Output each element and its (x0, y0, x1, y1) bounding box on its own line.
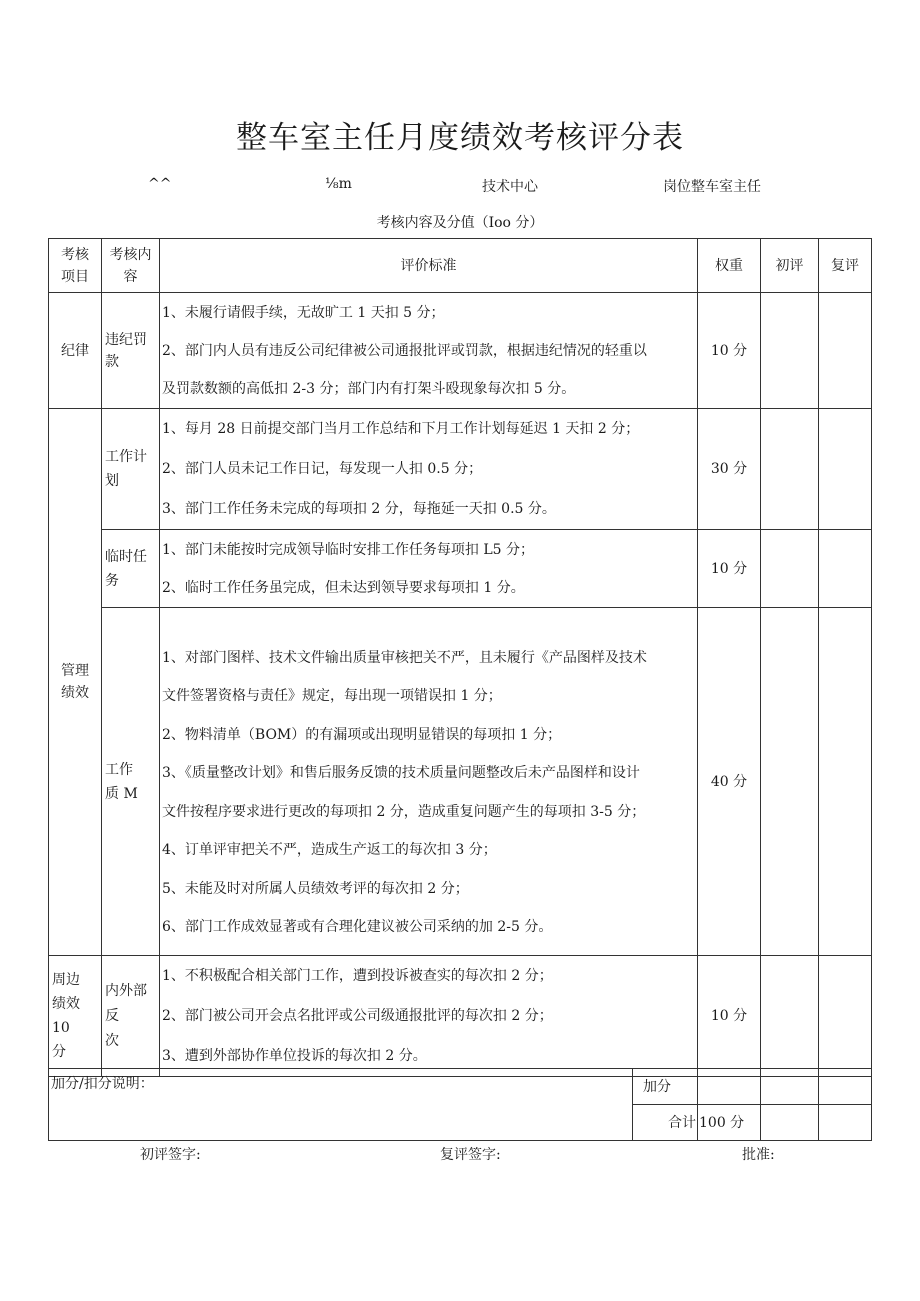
header-row (49, 239, 872, 293)
weight-work-plan: 30 分 (698, 409, 761, 530)
col-content: 考核内 容 (102, 239, 160, 293)
score-review-input[interactable] (819, 608, 872, 956)
table-row (49, 293, 872, 409)
col-weight: 权重 (698, 239, 761, 293)
item-management: 管理 绩效 (49, 409, 102, 956)
content-temp-task: 临时任 务 (102, 530, 160, 608)
bonus-initial-input[interactable] (761, 1069, 819, 1105)
department: 技术中心 (482, 179, 538, 195)
score-review-input[interactable] (819, 530, 872, 608)
col-initial: 初评 (761, 239, 819, 293)
table-row (49, 956, 872, 1077)
table-row (49, 409, 872, 530)
initial-signature: 初评签字: (140, 1147, 201, 1163)
col-criteria: 评价标准 (160, 239, 698, 293)
table-row (49, 530, 872, 608)
weight-temp-task: 10 分 (698, 530, 761, 608)
total-value: 100 分 (698, 1105, 761, 1141)
header-left-mark: ^^ (148, 176, 172, 192)
review-signature: 复评签字: (440, 1147, 501, 1163)
score-review-input[interactable] (819, 293, 872, 409)
score-initial-input[interactable] (761, 608, 819, 956)
page-title: 整车室主任月度绩效考核评分表 (236, 120, 684, 156)
total-review-input[interactable] (819, 1105, 872, 1141)
criteria-work-quality: 1、对部门图样、技术文件输出质量审核把关不严，且未履行《产品图样及技术 文件签署资格与责任》规定，每出现一项错误扣 1 分； 2、物料清单（BOM）的有漏项或出现明显错误的每项扣 1 分； 3、《质量整改计划》和售后服务反馈的技术质量问题整改后未产品图样和设计 文件按程序要求进行更改的每项扣 2 分，造成重复问题产生的每项扣 3-5 分； 4、订单评审把关不严，造成生产返工的每次扣 3 分； 5、未能及时对所属人员绩效考评的每次扣 2 分； 6、部门工作成效显著或有合理化建议被公司采纳的加 2-5 分。 (160, 608, 698, 956)
criteria-peripheral: 1、不积极配合相关部门工作，遭到投诉被查实的每次扣 2 分； 2、部门被公司开会点名批评或公司级通报批评的每次扣 2 分； 3、遭到外部协作单位投诉的每次扣 2 分。 (160, 956, 698, 1077)
weight-peripheral: 10 分 (698, 956, 761, 1077)
weight-work-quality: 40 分 (698, 608, 761, 956)
score-review-input[interactable] (819, 409, 872, 530)
position: 岗位整车室主任 (663, 179, 761, 195)
score-initial-input[interactable] (761, 956, 819, 1077)
criteria-work-plan: 1、每月 28 日前提交部门当月工作总结和下月工作计划每延迟 1 天扣 2 分； 2、部门人员未记工作日记，每发现一人扣 0.5 分； 3、部门工作任务未完成的每项扣 2 分，每拖延一天扣 0.5 分。 (160, 409, 698, 530)
evaluation-table (48, 238, 872, 1077)
criteria-discipline: 1、未履行请假手续，无故旷工 1 天扣 5 分； 2、部门内人员有违反公司纪律被公司通报批评或罚款，根据违纪情况的轻重以 及罚款数额的高低扣 2-3 分；部门内有打架斗殴现象每次扣 5 分。 (160, 293, 698, 409)
score-initial-input[interactable] (761, 293, 819, 409)
score-initial-input[interactable] (761, 409, 819, 530)
section-subtitle: 考核内容及分值（Ioo 分） (376, 215, 544, 231)
adjustment-notes[interactable]: 加分/扣分说明： (49, 1069, 633, 1141)
summary-table (48, 1068, 872, 1141)
bonus-value-input[interactable] (698, 1069, 761, 1105)
weight-discipline: 10 分 (698, 293, 761, 409)
header-mid-mark: ⅛m (325, 176, 352, 192)
approval: 批准: (742, 1147, 775, 1163)
criteria-temp-task: 1、部门未能按时完成领导临时安排工作任务每项扣 L5 分； 2、临时工作任务虽完成，但未达到领导要求每项扣 1 分。 (160, 530, 698, 608)
content-work-quality: 工作 质 M (102, 608, 160, 956)
bonus-label: 加分 (633, 1069, 698, 1105)
item-discipline: 纪律 (49, 293, 102, 409)
score-review-input[interactable] (819, 956, 872, 1077)
item-peripheral: 周边 绩效 10 分 (49, 956, 102, 1077)
content-discipline: 违纪罚 款 (102, 293, 160, 409)
col-item: 考核 项目 (49, 239, 102, 293)
content-work-plan: 工作计 划 (102, 409, 160, 530)
content-peripheral: 内外部 反 次 (102, 956, 160, 1077)
bonus-row (49, 1069, 872, 1105)
bonus-review-input[interactable] (819, 1069, 872, 1105)
col-review: 复评 (819, 239, 872, 293)
score-initial-input[interactable] (761, 530, 819, 608)
table-row (49, 608, 872, 956)
total-initial-input[interactable] (761, 1105, 819, 1141)
total-label: 合计 (633, 1105, 698, 1141)
